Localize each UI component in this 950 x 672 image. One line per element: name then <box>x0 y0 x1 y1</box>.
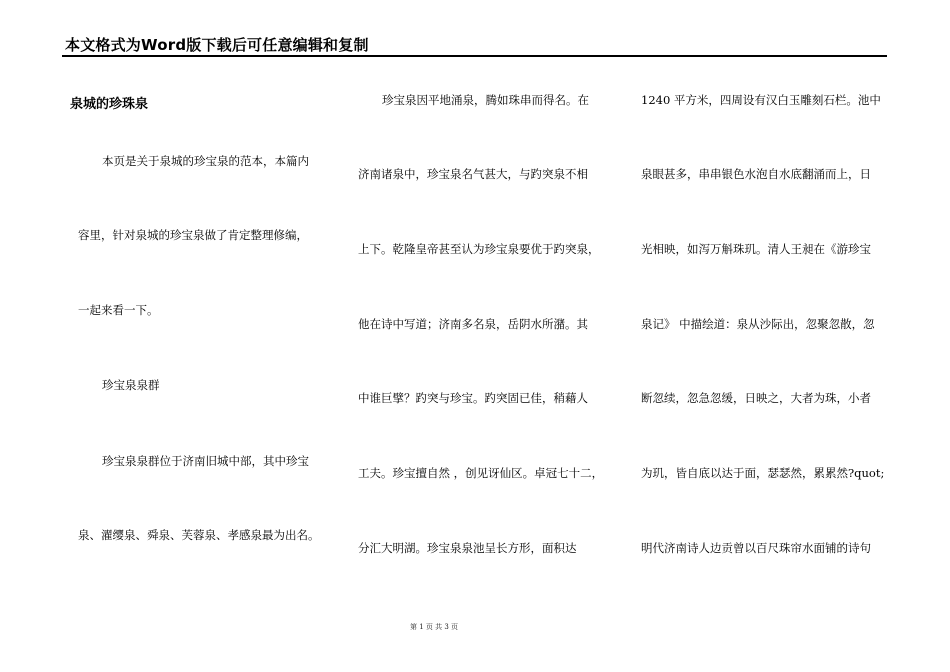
text-line: 工夫。珍宝擅自然 ，创见讶仙区。卓冠七十二， <box>358 466 604 480</box>
page-number: 第 1 页 共 3 页 <box>410 623 459 631</box>
text-line: 济南诸泉中，珍宝泉名气甚大，与趵突泉不相 <box>358 167 588 181</box>
text-line: 泉记》 中描绘道：泉从沙际出，忽聚忽散，忽 <box>641 317 875 331</box>
section-heading: 珍宝泉泉群 <box>102 378 160 392</box>
text-line: 明代济南诗人边贡曾以百尺珠帘水面铺的诗句 <box>641 541 871 555</box>
text-line: 他在诗中写道；济南多名泉，岳阴水所潴。其 <box>358 317 588 331</box>
text-line: 珍宝泉泉群位于济南旧城中部，其中珍宝 <box>102 454 309 468</box>
text-line: 泉眼甚多，串串银色水泡自水底翻涌而上，日 <box>641 167 871 181</box>
text-line: 珍宝泉因平地涌泉，腾如珠串而得名。在 <box>382 93 589 107</box>
text-line: 泉、濯缨泉、舜泉、芙蓉泉、孝感泉最为出名。 <box>78 528 320 542</box>
text-line: 中谁巨擘？趵突与珍宝。趵突固已佳，稍藉人 <box>358 391 588 405</box>
text-line: 上下。乾隆皇帝甚至认为珍宝泉要优于趵突泉， <box>358 242 600 256</box>
text-line: 分汇大明湖。珍宝泉泉池呈长方形，面积达 <box>358 541 577 555</box>
text-line: 本页是关于泉城的珍宝泉的范本，本篇内 <box>102 154 309 168</box>
text-line: 光相映，如泻万斛珠玑。清人王昶在《游珍宝 <box>641 242 871 256</box>
text-line: 一起来看一下。 <box>78 303 159 317</box>
document-title: 泉城的珍珠泉 <box>70 97 149 112</box>
text-line: 为玑，皆自底以达于面，瑟瑟然，累累然?quot; <box>641 466 885 480</box>
header-divider <box>62 55 887 57</box>
text-line: 断忽续，忽急忽缓，日映之，大者为珠，小者 <box>641 391 871 405</box>
text-line: 容里，针对泉城的珍宝泉做了肯定整理修编， <box>78 228 308 242</box>
text-line: 1240 平方米，四周设有汉白玉雕刻石栏。池中 <box>641 93 881 107</box>
page-header: 本文格式为Word版下载后可任意编辑和复制 <box>65 36 369 54</box>
